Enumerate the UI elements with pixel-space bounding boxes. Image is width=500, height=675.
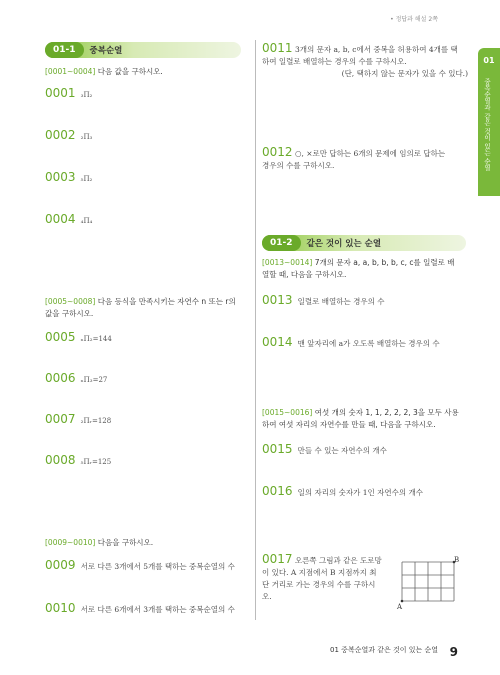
instruction-text: 다음을 구하시오. xyxy=(97,538,154,547)
problem-number: 0017 xyxy=(262,552,293,566)
problem-0003 xyxy=(45,166,92,185)
point-b-label: B xyxy=(454,556,460,564)
group-instruction xyxy=(45,296,245,320)
problem-number: 0012 xyxy=(262,145,293,159)
answer-note: • 정답과 해설 2쪽 xyxy=(390,16,438,23)
problem-0009 xyxy=(45,554,235,573)
problem-number: 0008 xyxy=(45,453,76,467)
section-title: 같은 것이 있는 순열 xyxy=(306,239,382,249)
problem-text-line: ○, ×로만 답하는 6개의 문제에 임의로 답하는 xyxy=(294,149,446,158)
instruction-text: 열할 때, 다음을 구하시오. xyxy=(262,270,347,279)
section-code: 01-2 xyxy=(262,235,301,251)
problem-range: [0005~0008] xyxy=(45,297,96,306)
group-instruction xyxy=(45,66,163,78)
problem-number: 0009 xyxy=(45,558,76,572)
point-a-marker xyxy=(401,600,404,603)
section-header-01-2 xyxy=(262,235,466,251)
problem-0005 xyxy=(45,326,112,345)
problem-number: 0013 xyxy=(262,293,293,307)
page-number: 9 xyxy=(449,645,458,659)
instruction-text: 여섯 개의 숫자 1, 1, 2, 2, 2, 3을 모두 사용 xyxy=(314,408,459,417)
instruction-text: 다음 등식을 만족시키는 자연수 n 또는 r의 값을 구하시오. xyxy=(45,297,236,318)
problem-number: 0003 xyxy=(45,170,76,184)
problem-number: 0010 xyxy=(45,601,76,615)
footer-chapter-title: 01 중복순열과 같은 것이 있는 순열 xyxy=(330,646,438,654)
problem-0008 xyxy=(45,449,111,468)
problem-text: 일렬로 배열하는 경우의 수 xyxy=(297,297,385,306)
problem-0015 xyxy=(262,438,387,457)
problem-text: 맨 앞자리에 a가 오도록 배열하는 경우의 수 xyxy=(297,339,440,348)
problem-range: [0015~0016] xyxy=(262,408,313,417)
problem-0001 xyxy=(45,82,92,101)
problem-text: 일의 자리의 숫자가 1인 자연수의 개수 xyxy=(297,488,424,497)
problem-number: 0001 xyxy=(45,86,76,100)
chapter-side-tab xyxy=(478,48,500,196)
problem-text: 서로 다른 6개에서 3개를 택하는 중복순열의 수 xyxy=(80,605,235,614)
section-title: 중복순열 xyxy=(89,46,123,56)
problem-expression: ₅Π₂ xyxy=(80,175,93,183)
problem-expression: ₙΠ₃=27 xyxy=(80,376,108,384)
problem-range: [0009~0010] xyxy=(45,538,96,547)
point-a-label: A xyxy=(397,603,403,610)
problem-expression: ₄Π₄ xyxy=(80,217,93,225)
problem-range: [0001~0004] xyxy=(45,67,96,76)
problem-text: 서로 다른 3개에서 5개를 택하는 중복순열의 수 xyxy=(80,562,235,571)
chapter-label: 중복순열과 같은 것이 있는 순열 xyxy=(483,78,491,171)
instruction-text: 하여 여섯 자리의 자연수를 만들 때, 다음을 구하시오. xyxy=(262,420,436,429)
problem-0006 xyxy=(45,367,107,386)
problem-text-line: 경우의 수를 구하시오. xyxy=(262,161,335,170)
problem-number: 0006 xyxy=(45,371,76,385)
problem-0010 xyxy=(45,597,235,616)
problem-expression: ₂Π₃ xyxy=(80,133,93,141)
problem-0011 xyxy=(262,42,468,80)
column-divider xyxy=(255,40,256,620)
group-instruction xyxy=(262,407,468,431)
problem-0002 xyxy=(45,124,92,143)
instruction-text: 7개의 문자 a, a, b, b, b, c, c를 일렬로 배 xyxy=(314,258,455,267)
problem-text-line: 3개의 문자 a, b, c에서 중복을 허용하여 4개를 택 xyxy=(294,45,458,54)
problem-text: 만들 수 있는 자연수의 개수 xyxy=(297,446,387,455)
problem-number: 0015 xyxy=(262,442,293,456)
section-code: 01-1 xyxy=(45,42,84,58)
problem-0007 xyxy=(45,408,111,427)
group-instruction xyxy=(262,257,468,281)
section-header-01-1 xyxy=(45,42,241,58)
problem-text-line: 하여 일렬로 배열하는 경우의 수를 구하시오. xyxy=(262,57,407,66)
problem-number: 0004 xyxy=(45,212,76,226)
problem-number: 0014 xyxy=(262,335,293,349)
problem-number: 0016 xyxy=(262,484,293,498)
problem-text-line: 이 있다. A 지점에서 B 지점까지 최 xyxy=(262,568,377,577)
problem-0004 xyxy=(45,208,92,227)
problem-condition: (단, 택하지 않는 문자가 있을 수 있다.) xyxy=(341,69,468,78)
problem-range: [0013~0014] xyxy=(262,258,313,267)
problem-0016 xyxy=(262,480,423,499)
problem-0013 xyxy=(262,289,385,308)
problem-text-line: 단 거리로 가는 경우의 수를 구하시 xyxy=(262,580,376,589)
problem-0012 xyxy=(262,146,468,172)
problem-expression: ₅Πᵣ=125 xyxy=(80,458,112,466)
problem-number: 0002 xyxy=(45,128,76,142)
road-network-figure xyxy=(396,556,460,610)
group-instruction xyxy=(45,537,153,549)
problem-expression: ₙΠ₂=144 xyxy=(80,335,112,343)
problem-number: 0011 xyxy=(262,41,293,55)
problem-text-line: 오른쪽 그림과 같은 도로망 xyxy=(294,556,382,565)
problem-text-line: 오. xyxy=(262,592,272,601)
problem-0014 xyxy=(262,331,440,350)
problem-expression: ₃Π₂ xyxy=(80,91,93,99)
chapter-number: 01 xyxy=(483,56,495,65)
problem-0017 xyxy=(262,553,392,603)
problem-number: 0005 xyxy=(45,330,76,344)
problem-expression: ₂Πᵣ=128 xyxy=(80,417,112,425)
problem-number: 0007 xyxy=(45,412,76,426)
instruction-text: 다음 값을 구하시오. xyxy=(97,67,163,76)
